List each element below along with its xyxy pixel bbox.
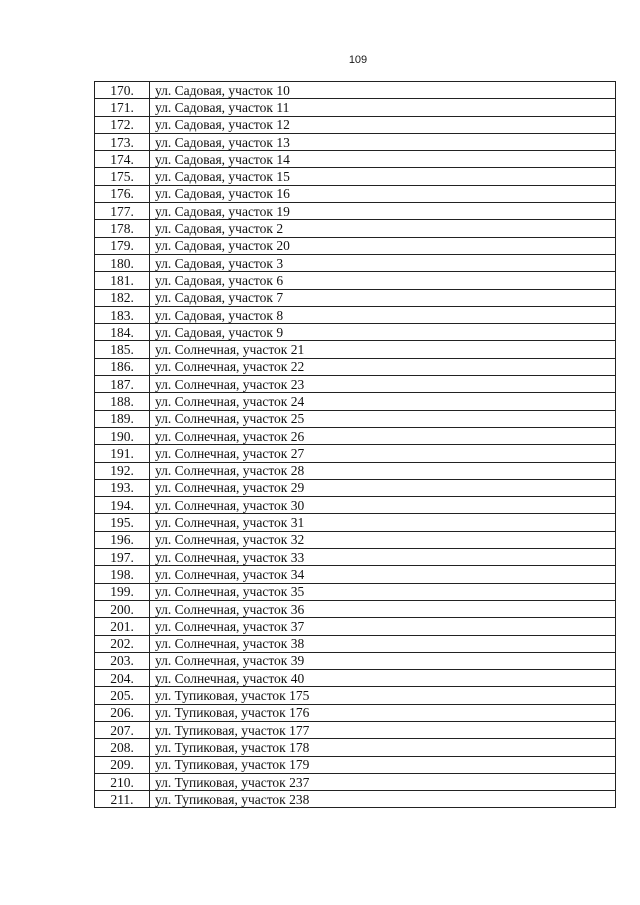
address-cell: ул. Тупиковая, участок 178 — [150, 739, 616, 756]
row-number: 190. — [95, 427, 150, 444]
row-number: 209. — [95, 756, 150, 773]
row-number: 195. — [95, 514, 150, 531]
address-cell: ул. Солнечная, участок 25 — [150, 410, 616, 427]
address-cell: ул. Солнечная, участок 40 — [150, 670, 616, 687]
row-number: 179. — [95, 237, 150, 254]
address-cell: ул. Садовая, участок 12 — [150, 116, 616, 133]
table-row — [95, 791, 616, 808]
address-cell: ул. Садовая, участок 2 — [150, 220, 616, 237]
address-cell: ул. Садовая, участок 9 — [150, 324, 616, 341]
address-cell: ул. Садовая, участок 13 — [150, 133, 616, 150]
table-row — [95, 497, 616, 514]
table-row — [95, 479, 616, 496]
row-number: 172. — [95, 116, 150, 133]
row-number: 187. — [95, 376, 150, 393]
table-row — [95, 773, 616, 790]
row-number: 211. — [95, 791, 150, 808]
row-number: 189. — [95, 410, 150, 427]
row-number: 207. — [95, 721, 150, 738]
table-row — [95, 410, 616, 427]
row-number: 194. — [95, 497, 150, 514]
address-cell: ул. Тупиковая, участок 175 — [150, 687, 616, 704]
address-cell: ул. Садовая, участок 8 — [150, 306, 616, 323]
table-row — [95, 600, 616, 617]
table-row — [95, 376, 616, 393]
address-cell: ул. Тупиковая, участок 179 — [150, 756, 616, 773]
row-number: 197. — [95, 549, 150, 566]
table-row — [95, 618, 616, 635]
row-number: 186. — [95, 358, 150, 375]
row-number: 203. — [95, 652, 150, 669]
address-cell: ул. Садовая, участок 15 — [150, 168, 616, 185]
row-number: 192. — [95, 462, 150, 479]
address-cell: ул. Садовая, участок 3 — [150, 254, 616, 271]
row-number: 180. — [95, 254, 150, 271]
table-row — [95, 427, 616, 444]
address-cell: ул. Садовая, участок 11 — [150, 99, 616, 116]
address-cell: ул. Садовая, участок 20 — [150, 237, 616, 254]
table-row — [95, 82, 616, 99]
row-number: 205. — [95, 687, 150, 704]
table-row — [95, 116, 616, 133]
row-number: 196. — [95, 531, 150, 548]
table-row — [95, 566, 616, 583]
address-cell: ул. Солнечная, участок 39 — [150, 652, 616, 669]
address-cell: ул. Солнечная, участок 36 — [150, 600, 616, 617]
table-row — [95, 721, 616, 738]
address-cell: ул. Садовая, участок 10 — [150, 82, 616, 99]
table-row — [95, 531, 616, 548]
address-cell: ул. Садовая, участок 6 — [150, 272, 616, 289]
table-row — [95, 635, 616, 652]
address-cell: ул. Тупиковая, участок 237 — [150, 773, 616, 790]
table-row — [95, 203, 616, 220]
address-cell: ул. Солнечная, участок 21 — [150, 341, 616, 358]
row-number: 181. — [95, 272, 150, 289]
address-cell: ул. Солнечная, участок 29 — [150, 479, 616, 496]
table-row — [95, 133, 616, 150]
row-number: 208. — [95, 739, 150, 756]
address-cell: ул. Солнечная, участок 26 — [150, 427, 616, 444]
table-row — [95, 514, 616, 531]
table-row — [95, 687, 616, 704]
address-cell: ул. Тупиковая, участок 238 — [150, 791, 616, 808]
table-row — [95, 306, 616, 323]
address-cell: ул. Солнечная, участок 23 — [150, 376, 616, 393]
row-number: 200. — [95, 600, 150, 617]
address-cell: ул. Солнечная, участок 22 — [150, 358, 616, 375]
address-cell: ул. Солнечная, участок 27 — [150, 445, 616, 462]
table-row — [95, 393, 616, 410]
address-cell: ул. Солнечная, участок 37 — [150, 618, 616, 635]
address-cell: ул. Солнечная, участок 33 — [150, 549, 616, 566]
table-row — [95, 756, 616, 773]
table-row — [95, 652, 616, 669]
address-cell: ул. Солнечная, участок 38 — [150, 635, 616, 652]
row-number: 184. — [95, 324, 150, 341]
row-number: 183. — [95, 306, 150, 323]
address-cell: ул. Солнечная, участок 31 — [150, 514, 616, 531]
row-number: 182. — [95, 289, 150, 306]
row-number: 201. — [95, 618, 150, 635]
address-cell: ул. Солнечная, участок 28 — [150, 462, 616, 479]
address-cell: ул. Солнечная, участок 35 — [150, 583, 616, 600]
address-cell: ул. Садовая, участок 19 — [150, 203, 616, 220]
table-row — [95, 583, 616, 600]
address-cell: ул. Солнечная, участок 32 — [150, 531, 616, 548]
table-row — [95, 358, 616, 375]
row-number: 198. — [95, 566, 150, 583]
table-row — [95, 670, 616, 687]
address-cell: ул. Тупиковая, участок 176 — [150, 704, 616, 721]
row-number: 210. — [95, 773, 150, 790]
address-table — [94, 81, 616, 808]
address-cell: ул. Садовая, участок 14 — [150, 151, 616, 168]
table-row — [95, 272, 616, 289]
table-row — [95, 254, 616, 271]
table-row — [95, 445, 616, 462]
row-number: 191. — [95, 445, 150, 462]
row-number: 193. — [95, 479, 150, 496]
address-cell: ул. Солнечная, участок 24 — [150, 393, 616, 410]
table-row — [95, 549, 616, 566]
row-number: 177. — [95, 203, 150, 220]
table-row — [95, 289, 616, 306]
address-cell: ул. Солнечная, участок 30 — [150, 497, 616, 514]
row-number: 204. — [95, 670, 150, 687]
table-row — [95, 99, 616, 116]
row-number: 176. — [95, 185, 150, 202]
row-number: 173. — [95, 133, 150, 150]
row-number: 171. — [95, 99, 150, 116]
row-number: 199. — [95, 583, 150, 600]
table-row — [95, 462, 616, 479]
row-number: 178. — [95, 220, 150, 237]
table-row — [95, 237, 616, 254]
address-cell: ул. Садовая, участок 7 — [150, 289, 616, 306]
table-row — [95, 220, 616, 237]
table-row — [95, 704, 616, 721]
row-number: 175. — [95, 168, 150, 185]
address-table-body — [95, 82, 616, 808]
table-row — [95, 168, 616, 185]
row-number: 185. — [95, 341, 150, 358]
table-row — [95, 151, 616, 168]
address-cell: ул. Садовая, участок 16 — [150, 185, 616, 202]
table-row — [95, 324, 616, 341]
table-row — [95, 341, 616, 358]
row-number: 174. — [95, 151, 150, 168]
page-number: 109 — [348, 54, 368, 66]
address-cell: ул. Тупиковая, участок 177 — [150, 721, 616, 738]
row-number: 188. — [95, 393, 150, 410]
row-number: 202. — [95, 635, 150, 652]
table-row — [95, 185, 616, 202]
row-number: 170. — [95, 82, 150, 99]
row-number: 206. — [95, 704, 150, 721]
address-cell: ул. Солнечная, участок 34 — [150, 566, 616, 583]
table-row — [95, 739, 616, 756]
